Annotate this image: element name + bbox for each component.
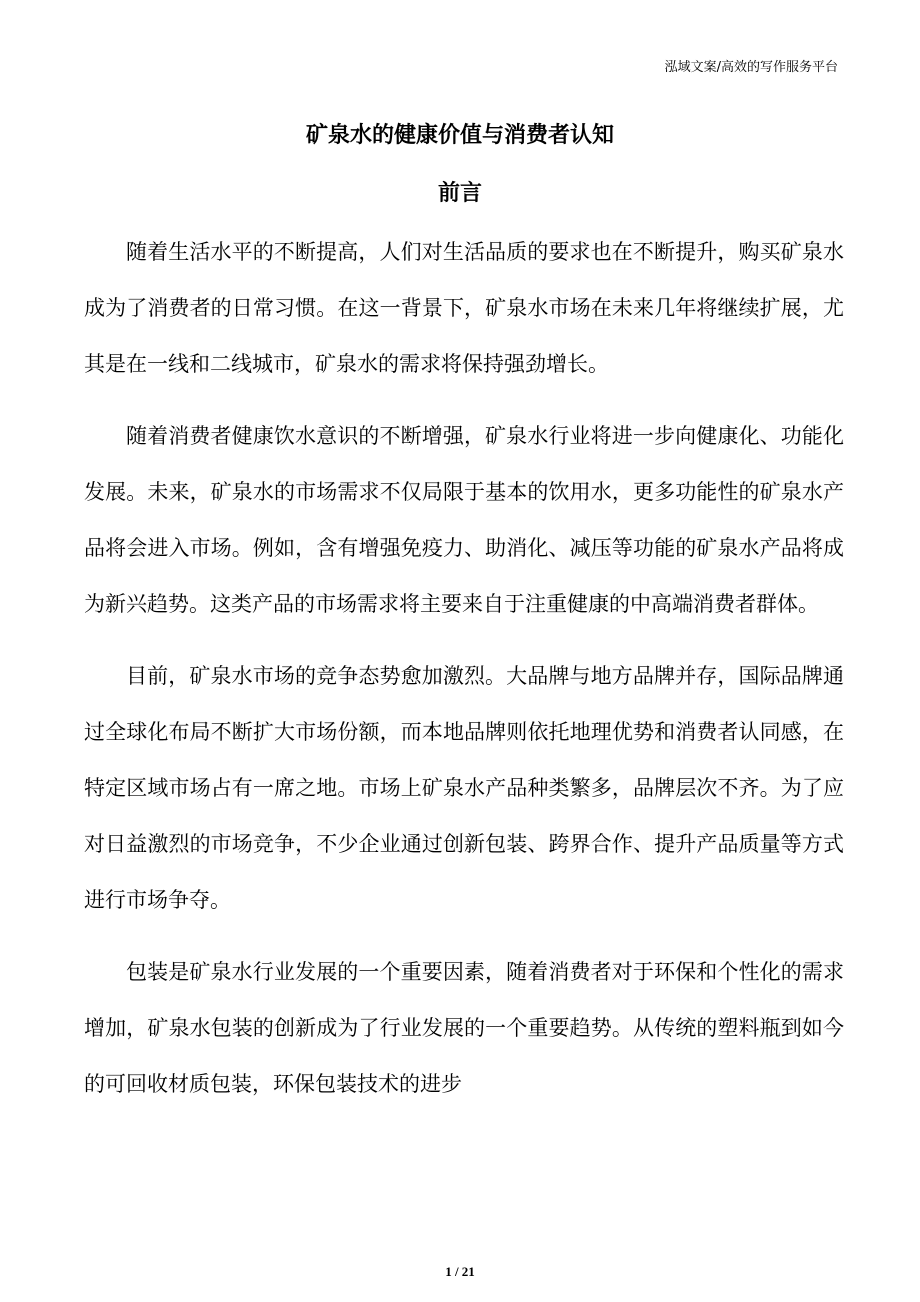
paragraph-4: 包装是矿泉水行业发展的一个重要因素，随着消费者对于环保和个性化的需求增加，矿泉水包装的创新成为了行业发展的一个重要趋势。从传统的塑料瓶到如今的可回收材质包装，环保包装技术的进步	[84, 960, 844, 1096]
page-number: 1 / 21	[445, 1264, 475, 1279]
paragraph-2: 随着消费者健康饮水意识的不断增强，矿泉水行业将进一步向健康化、功能化发展。未来，矿泉水的市场需求不仅局限于基本的饮用水，更多功能性的矿泉水产品将会进入市场。例如，含有增强免疫力、助消化、减压等功能的矿泉水产品将成为新兴趋势。这类产品的市场需求将主要来自于注重健康的中高端消费者群体。	[84, 424, 844, 616]
paragraph-1: 随着生活水平的不断提高，人们对生活品质的要求也在不断提升，购买矿泉水成为了消费者的日常习惯。在这一背景下，矿泉水市场在未来几年将继续扩展，尤其是在一线和二线城市，矿泉水的需求将保持强劲增长。	[84, 240, 844, 376]
section-heading-preface: 前言	[437, 181, 482, 206]
header-platform-name: 泓域文案/高效的写作服务平台	[664, 60, 838, 75]
document-body	[84, 224, 844, 1128]
document-title: 矿泉水的健康价值与消费者认知	[305, 123, 614, 148]
paragraph-3: 目前，矿泉水市场的竞争态势愈加激烈。大品牌与地方品牌并存，国际品牌通过全球化布局不断扩大市场份额，而本地品牌则依托地理优势和消费者认同感，在特定区域市场占有一席之地。市场上矿泉水产品种类繁多，品牌层次不齐。为了应对日益激烈的市场竞争，不少企业通过创新包装、跨界合作、提升产品质量等方式进行市场争夺。	[84, 664, 844, 912]
